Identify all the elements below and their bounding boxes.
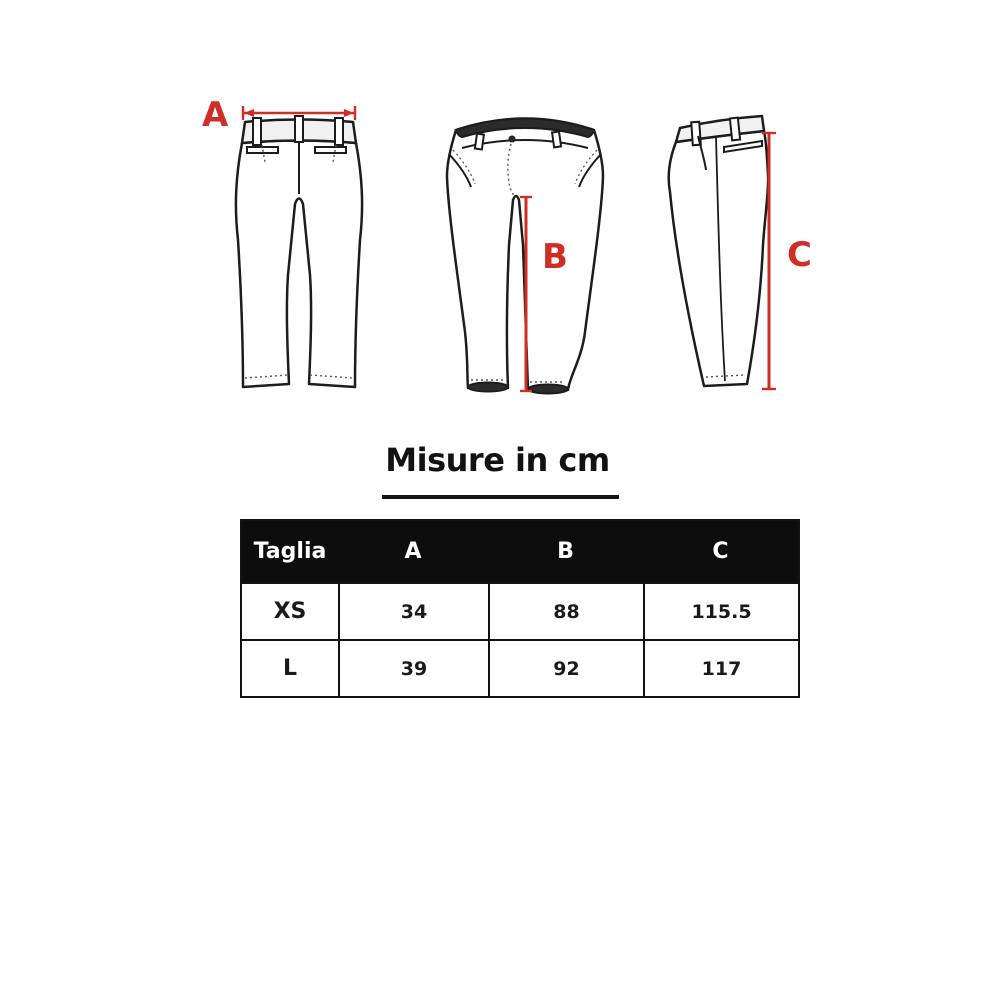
belt-loop [253, 118, 261, 145]
header-b: B [557, 539, 574, 564]
size-table-header-row [242, 521, 798, 582]
table-row-xs [242, 582, 798, 639]
cell-a: 39 [338, 639, 488, 696]
size-chart-title: Misure in cm [385, 441, 610, 479]
pants-front-view-illustration [440, 90, 610, 410]
header-a: A [404, 539, 422, 564]
size-table [240, 519, 800, 698]
cell-taglia: L [242, 639, 338, 696]
cell-c: 115.5 [643, 582, 798, 639]
waist-button [509, 136, 515, 142]
back-pocket [315, 147, 346, 153]
belt-loop [335, 118, 343, 145]
belt-loop [552, 132, 561, 148]
measure-label-b: B [542, 237, 568, 277]
pants-back-view-illustration [190, 90, 390, 410]
header-taglia: Taglia [253, 539, 327, 564]
table-row-l [242, 639, 798, 696]
cell-c: 117 [643, 639, 798, 696]
belt-loop [730, 118, 740, 141]
hem-opening [468, 383, 508, 392]
title-underline [382, 495, 619, 499]
hem-opening [528, 385, 568, 394]
measure-label-c: C [787, 235, 812, 275]
belt-loop [475, 134, 484, 150]
cell-taglia: XS [242, 582, 338, 639]
belt-loop [295, 116, 303, 142]
cell-b: 92 [488, 639, 643, 696]
measure-label-a: A [202, 95, 229, 135]
cell-b: 88 [488, 582, 643, 639]
pants-side-body [669, 131, 769, 386]
cell-a: 34 [338, 582, 488, 639]
header-c: C [712, 539, 729, 564]
